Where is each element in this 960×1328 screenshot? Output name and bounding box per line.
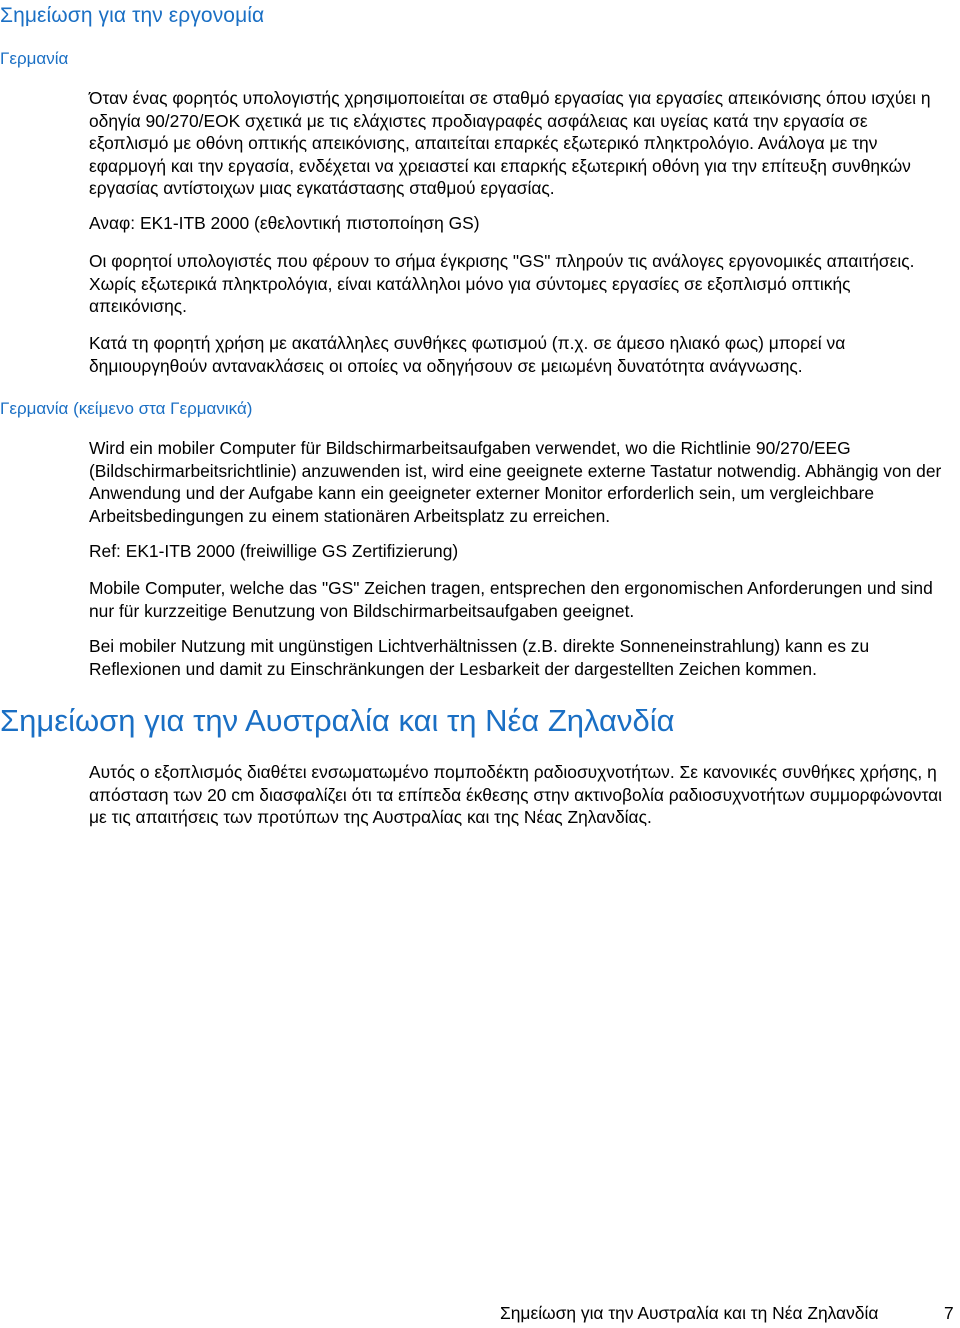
germany-paragraph-3: Οι φορητοί υπολογιστές που φέρουν το σήμα έγκρισης "GS" πληρούν τις ανάλογες εργονομικές απαιτήσεις. Χωρίς εξωτερικά πληκτρολόγια, είναι κατάλληλοι μόνο για σύντομες εργασίες σε εξοπλισμό οπτικής απεικόνισης. — [89, 251, 915, 316]
germany-de-paragraph-1: Wird ein mobiler Computer für Bildschirmarbeitsaufgaben verwendet, wo die Richtlinie 90/270/EEG (Bildschirmarbeitsrichtlinie) anzuwenden ist, wird eine geeignete externe Tastatur notwendig. Abhängig von der Anwendung und der Aufgabe kann ein geeigneter externer Monitor erforderlich sein, um vergleichbare Arbeitsbedingungen zu einem stationären Arbeitsplatz zu erreichen. — [89, 438, 942, 526]
section-title: Σημείωση για την εργονομία — [0, 4, 265, 27]
germany-paragraph-2: Αναφ: EK1-ITB 2000 (εθελοντική πιστοποίηση GS) — [89, 213, 480, 233]
germany-de-paragraph-4: Bei mobiler Nutzung mit ungünstigen Lichtverhältnissen (z.B. direkte Sonneneinstrahlung) kann es zu Reflexionen und damit zu Einschränkungen der Lesbarkeit der dargestellten Zeichen kommen. — [89, 636, 870, 679]
germany-de-paragraph-3: Mobile Computer, welche das "GS" Zeichen tragen, entsprechen den ergonomischen Anforderungen und sind nur für kurzzeitige Benutzung von Bildschirmarbeitsaufgaben geeignet. — [89, 578, 933, 621]
australia-paragraph: Αυτός ο εξοπλισμός διαθέτει ενσωματωμένο πομποδέκτη ραδιοσυχνοτήτων. Σε κανονικές συνθήκες χρήσης, η απόσταση των 20 cm διασφαλίζει ότι τα επίπεδα έκθεσης στην ακτινοβολία ραδιοσυχνοτήτων συμμορφώνονται με τις απαιτήσεις των προτύπων της Αυστραλίας και της Νέας Ζηλανδίας. — [89, 762, 943, 827]
germany-paragraph-4: Κατά τη φορητή χρήση με ακατάλληλες συνθήκες φωτισμού (π.χ. σε άμεσο ηλιακό φως) μπορεί να δημιουργηθούν αντανακλάσεις οι οποίες να οδηγήσουν σε μειωμένη δυνατότητα ανάγνωσης. — [89, 333, 846, 376]
germany-heading: Γερμανία — [0, 49, 69, 68]
australia-heading: Σημείωση για την Αυστραλία και τη Νέα Ζηλανδία — [0, 703, 675, 738]
germany-paragraph-1: Όταν ένας φορητός υπολογιστής χρησιμοποιείται σε σταθμό εργασίας για εργασίες απεικόνισης όπου ισχύει η οδηγία 90/270/ΕΟΚ σχετικά με τις ελάχιστες προδιαγραφές ασφάλειας και υγείας κατά την εργασία σε εξοπλισμό με οθόνη οπτικής απεικόνισης, απαιτείται επαρκές εξωτερικό πληκτρολόγιο. Ανάλογα με την εφαρμογή και την εργασία, ενδέχεται να χρειαστεί και επαρκής εξωτερική οθόνη για την επίτευξη συνθηκών εργασίας αντίστοιχων μιας εγκατάστασης σταθμού εργασίας. — [89, 88, 931, 198]
germany-de-paragraph-2: Ref: EK1-ITB 2000 (freiwillige GS Zertifizierung) — [89, 541, 459, 561]
page-number: 7 — [944, 1303, 954, 1323]
footer-title: Σημείωση για την Αυστραλία και τη Νέα Ζηλανδία — [500, 1303, 879, 1323]
germany-de-heading: Γερμανία (κείμενο στα Γερμανικά) — [0, 399, 253, 418]
